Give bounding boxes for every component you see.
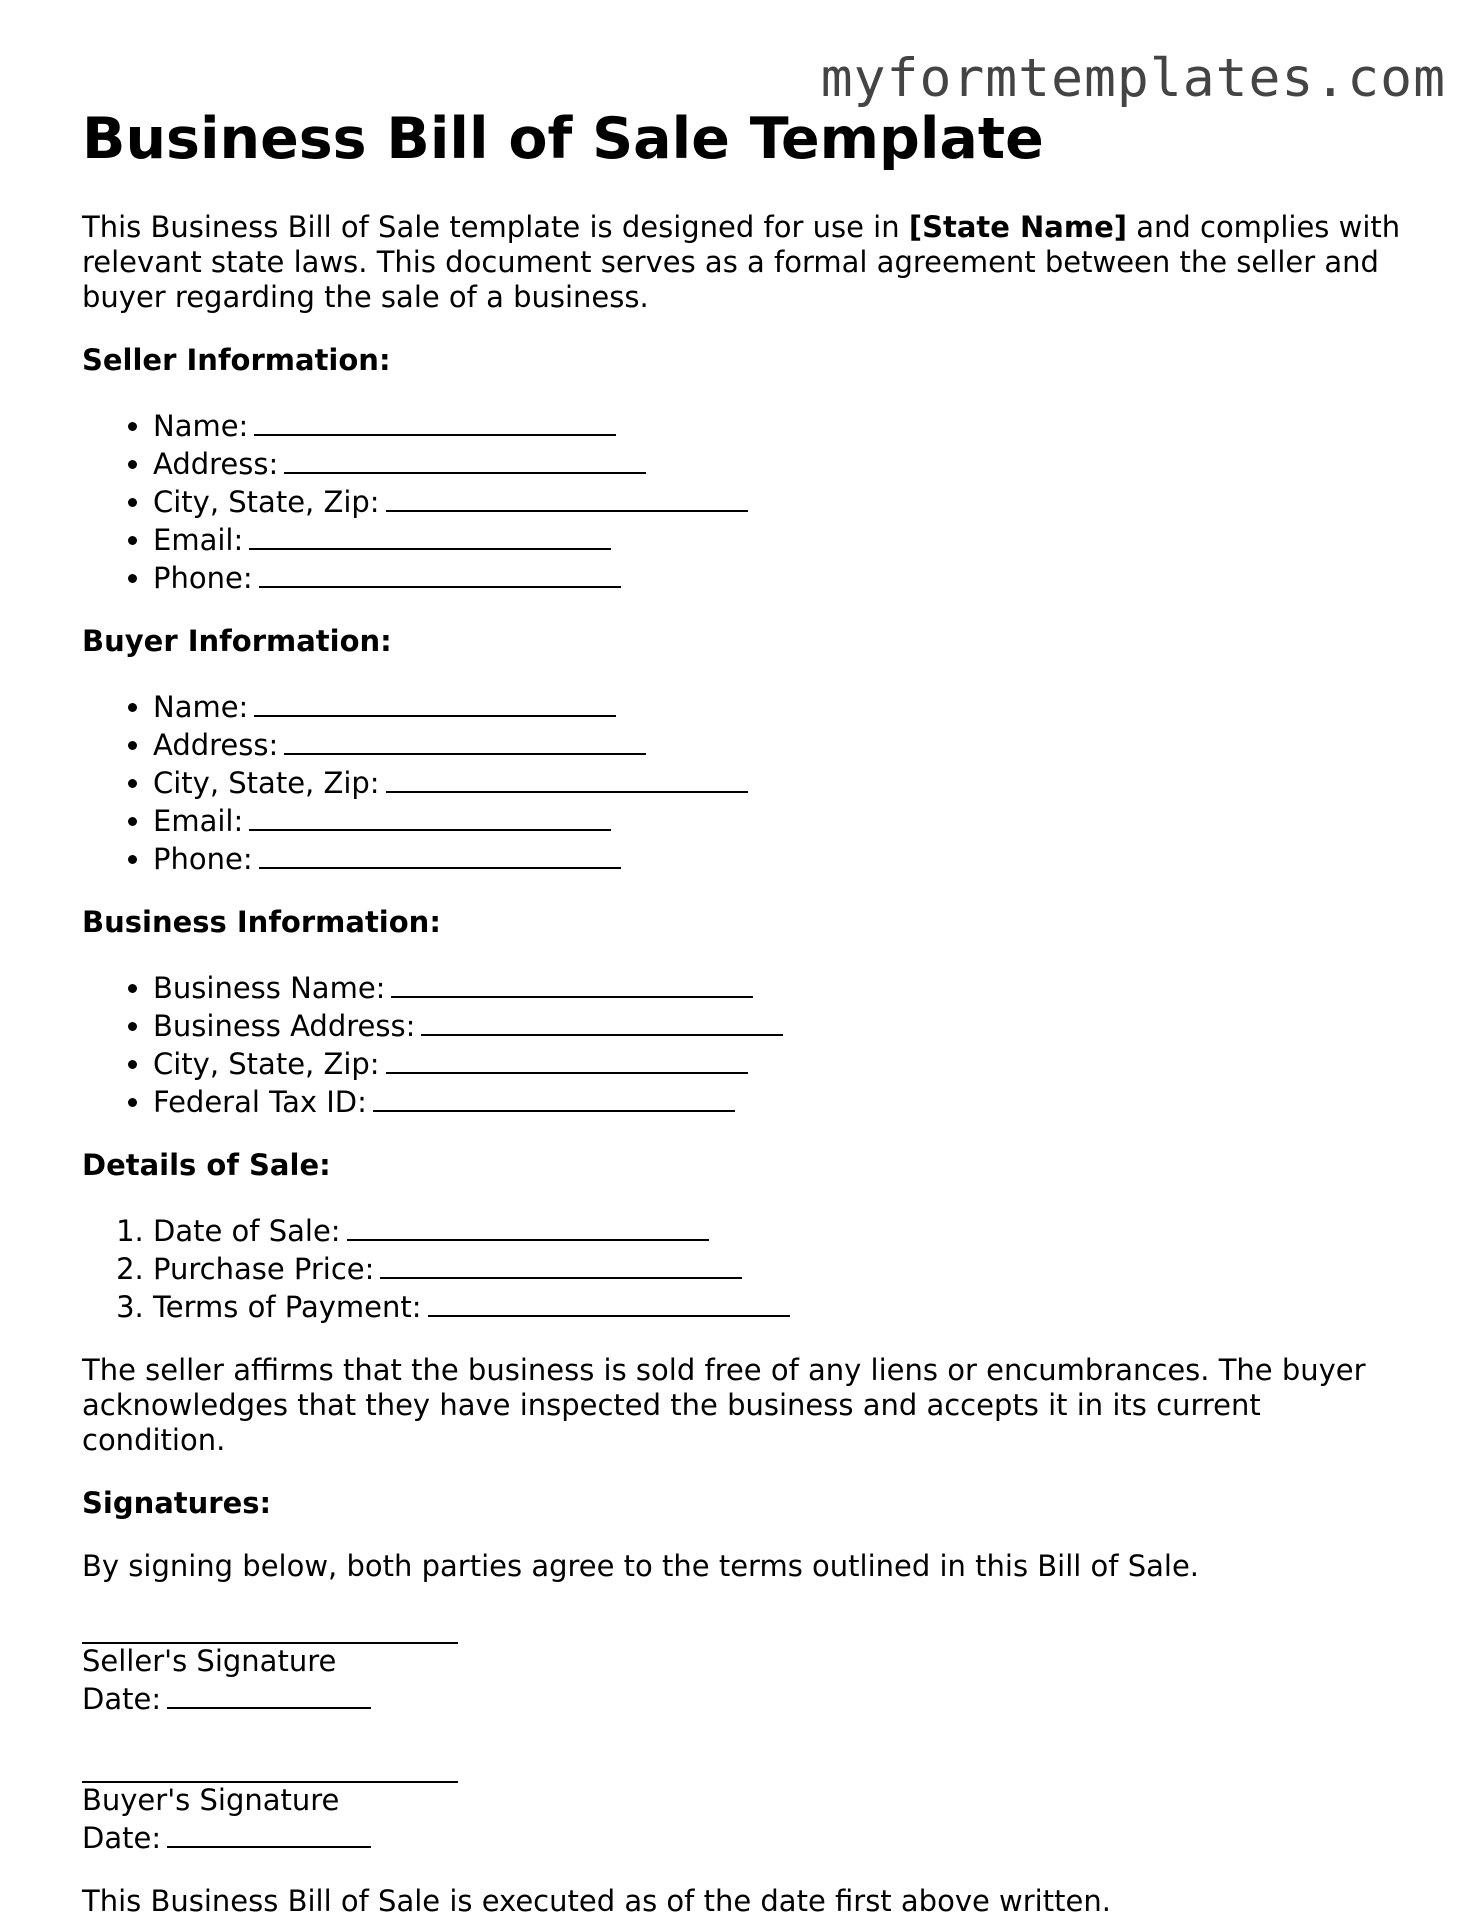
seller-name-field — [153, 406, 1412, 444]
watermark: myformtemplates.com — [820, 48, 1446, 109]
buyer-fields — [82, 687, 1412, 877]
fill-blank[interactable] — [386, 482, 748, 512]
field-label: Email: — [153, 804, 244, 838]
fill-blank[interactable] — [391, 968, 753, 998]
document-page — [82, 102, 1412, 1919]
fill-blank[interactable] — [373, 1082, 735, 1112]
buyer-date-blank[interactable] — [167, 1818, 371, 1848]
field-label: Address: — [153, 728, 279, 762]
date-of-sale-field — [153, 1211, 1412, 1249]
fill-blank[interactable] — [347, 1211, 709, 1241]
field-label: Name: — [153, 690, 249, 724]
field-label: Purchase Price: — [153, 1252, 375, 1286]
date-label: Date: — [82, 1821, 162, 1855]
fill-blank[interactable] — [249, 520, 611, 550]
fill-blank[interactable] — [284, 725, 646, 755]
fill-blank[interactable] — [249, 801, 611, 831]
affirmation-paragraph: The seller affirms that the business is sold free of any liens or encumbrances. The buyer acknowledges that they have inspected the business and accepts it in its current condition. — [82, 1353, 1366, 1457]
field-label: Name: — [153, 409, 249, 443]
seller-date-blank[interactable] — [167, 1679, 371, 1709]
seller-signature-block — [82, 1612, 1412, 1717]
field-label: Business Address: — [153, 1009, 416, 1043]
field-label: Phone: — [153, 842, 253, 876]
seller-fields — [82, 406, 1412, 596]
seller-address-field — [153, 444, 1412, 482]
field-label: Address: — [153, 447, 279, 481]
buyer-city-state-zip-field — [153, 763, 1412, 801]
seller-signature-line[interactable] — [82, 1612, 458, 1644]
fill-blank[interactable] — [259, 558, 621, 588]
intro-text-after: and complies with relevant state laws. This document serves as a formal agreement between the seller and buyer regarding the sale of a business. — [82, 210, 1401, 314]
closing-statement: This Business Bill of Sale is executed as of the date first above written. — [82, 1884, 1111, 1918]
field-label: Date of Sale: — [153, 1214, 341, 1248]
business-heading: Business Information: — [82, 905, 441, 939]
date-label: Date: — [82, 1682, 162, 1716]
field-label: Terms of Payment: — [153, 1290, 422, 1324]
buyer-phone-field — [153, 839, 1412, 877]
terms-of-payment-field — [153, 1287, 1412, 1325]
signature-statement: By signing below, both parties agree to the terms outlined in this Bill of Sale. — [82, 1549, 1200, 1583]
buyer-heading: Buyer Information: — [82, 624, 392, 658]
seller-date-row — [82, 1679, 1412, 1717]
seller-phone-field — [153, 558, 1412, 596]
field-label: Email: — [153, 523, 244, 557]
federal-tax-id-field — [153, 1082, 1412, 1120]
signatures-heading: Signatures: — [82, 1486, 272, 1520]
buyer-address-field — [153, 725, 1412, 763]
seller-city-state-zip-field — [153, 482, 1412, 520]
buyer-signature-line[interactable] — [82, 1751, 458, 1783]
fill-blank[interactable] — [380, 1249, 742, 1279]
fill-blank[interactable] — [421, 1006, 783, 1036]
field-label: Business Name: — [153, 971, 386, 1005]
fill-blank[interactable] — [386, 763, 748, 793]
business-city-state-zip-field — [153, 1044, 1412, 1082]
field-label: Phone: — [153, 561, 253, 595]
seller-signature-label: Seller's Signature — [82, 1644, 337, 1678]
business-fields — [82, 968, 1412, 1120]
fill-blank[interactable] — [259, 839, 621, 869]
sale-details-fields — [82, 1211, 1412, 1325]
fill-blank[interactable] — [386, 1044, 748, 1074]
field-label: Federal Tax ID: — [153, 1085, 367, 1119]
buyer-email-field — [153, 801, 1412, 839]
field-label: City, State, Zip: — [153, 485, 380, 519]
fill-blank[interactable] — [254, 406, 616, 436]
seller-email-field — [153, 520, 1412, 558]
state-name-placeholder: [State Name] — [908, 210, 1127, 244]
buyer-signature-label: Buyer's Signature — [82, 1783, 340, 1817]
fill-blank[interactable] — [254, 687, 616, 717]
field-label: City, State, Zip: — [153, 766, 380, 800]
fill-blank[interactable] — [428, 1287, 790, 1317]
sale-details-heading: Details of Sale: — [82, 1148, 331, 1182]
field-label: City, State, Zip: — [153, 1047, 380, 1081]
buyer-date-row — [82, 1818, 1412, 1856]
business-address-field — [153, 1006, 1412, 1044]
seller-heading: Seller Information: — [82, 343, 391, 377]
fill-blank[interactable] — [284, 444, 646, 474]
buyer-signature-block — [82, 1751, 1412, 1856]
purchase-price-field — [153, 1249, 1412, 1287]
buyer-name-field — [153, 687, 1412, 725]
business-name-field — [153, 968, 1412, 1006]
intro-text-before: This Business Bill of Sale template is designed for use in — [82, 210, 909, 244]
page-title: Business Bill of Sale Template — [82, 106, 1044, 172]
intro-paragraph — [82, 210, 1412, 315]
